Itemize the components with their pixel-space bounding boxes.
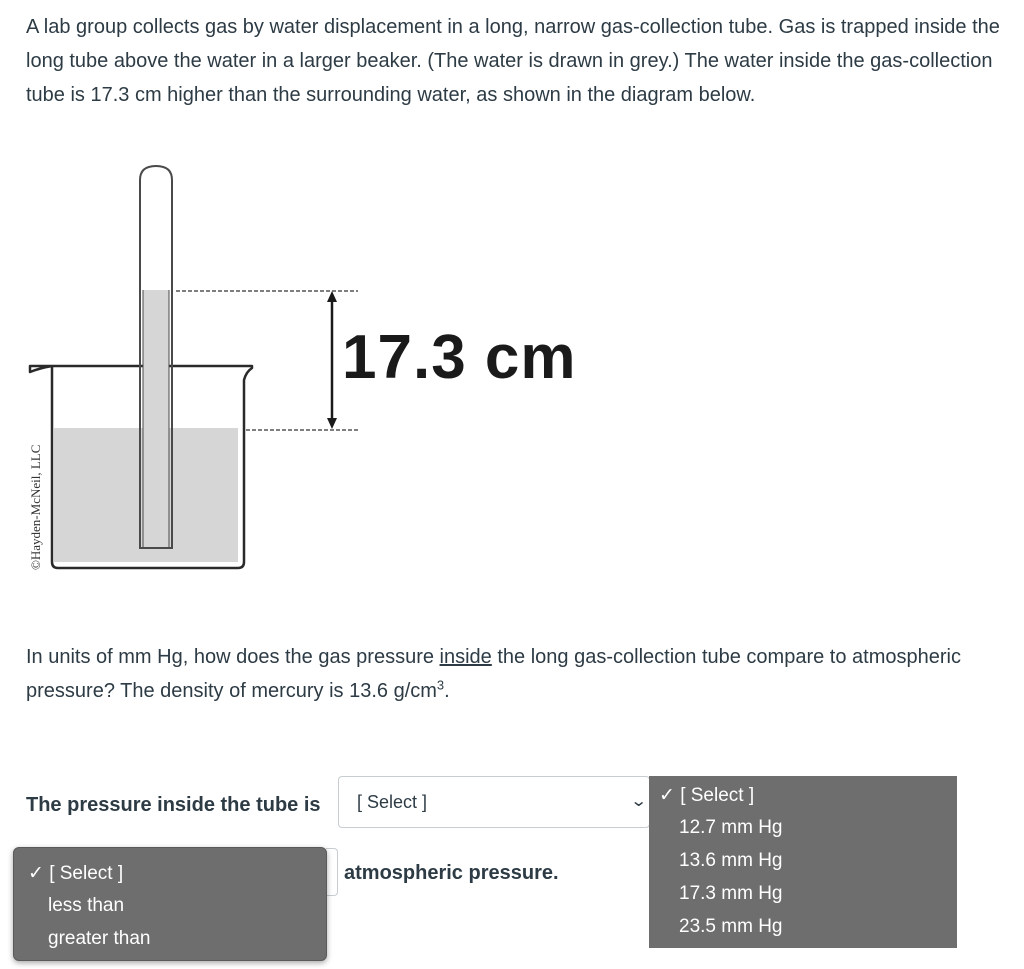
answer-label-end: atmospheric pressure. bbox=[344, 862, 559, 884]
pressure-option-23-5[interactable]: 23.5 mm Hg bbox=[679, 916, 783, 937]
pressure-option-select[interactable]: ✓ [ Select ] bbox=[659, 785, 755, 806]
pressure-value-select[interactable] bbox=[338, 776, 650, 828]
question-text-before: In units of mm Hg, how does the gas pressure bbox=[26, 646, 440, 668]
height-arrow bbox=[327, 291, 337, 429]
comparison-option-select[interactable]: ✓ [ Select ] bbox=[28, 863, 124, 884]
copyright-credit: ©Hayden-McNeil, LLC bbox=[28, 444, 43, 570]
pressure-option-13-6[interactable]: 13.6 mm Hg bbox=[679, 850, 783, 871]
comparison-option-less-than[interactable]: less than bbox=[48, 895, 125, 916]
intro-paragraph: A lab group collects gas by water displacement in a long, narrow gas-collection tube. Gas is trapped inside the long tube above the water in a larger beaker. (The water is drawn in grey.) The water inside the gas-collection tube is 17.3 cm higher than the surrounding water, as shown in the diagram below. bbox=[26, 16, 1000, 106]
tube-water bbox=[143, 290, 169, 548]
comparison-option-greater-than[interactable]: greater than bbox=[48, 928, 151, 949]
comparison-dropdown-menu bbox=[13, 847, 327, 961]
pressure-option-17-3[interactable]: 17.3 mm Hg bbox=[679, 883, 783, 904]
height-label: 17.3 cm bbox=[342, 323, 577, 392]
question-superscript: 3 bbox=[436, 677, 445, 693]
question-text-end: . bbox=[444, 680, 450, 702]
pressure-option-12-7[interactable]: 12.7 mm Hg bbox=[679, 817, 783, 838]
pressure-value-select-text: [ Select ] bbox=[357, 792, 428, 812]
question-text-after: the long gas-collection tube compare to atmospheric pressure? The density of mercury is 13.6 g/cm bbox=[26, 646, 961, 702]
pressure-value-dropdown-menu bbox=[649, 776, 957, 948]
chevron-down-icon: ⌄ bbox=[629, 793, 648, 810]
answer-label-start: The pressure inside the tube is bbox=[26, 794, 321, 816]
question-paragraph bbox=[26, 640, 1016, 708]
comparison-select[interactable] bbox=[326, 848, 338, 896]
question-underlined-word: inside bbox=[439, 646, 492, 668]
